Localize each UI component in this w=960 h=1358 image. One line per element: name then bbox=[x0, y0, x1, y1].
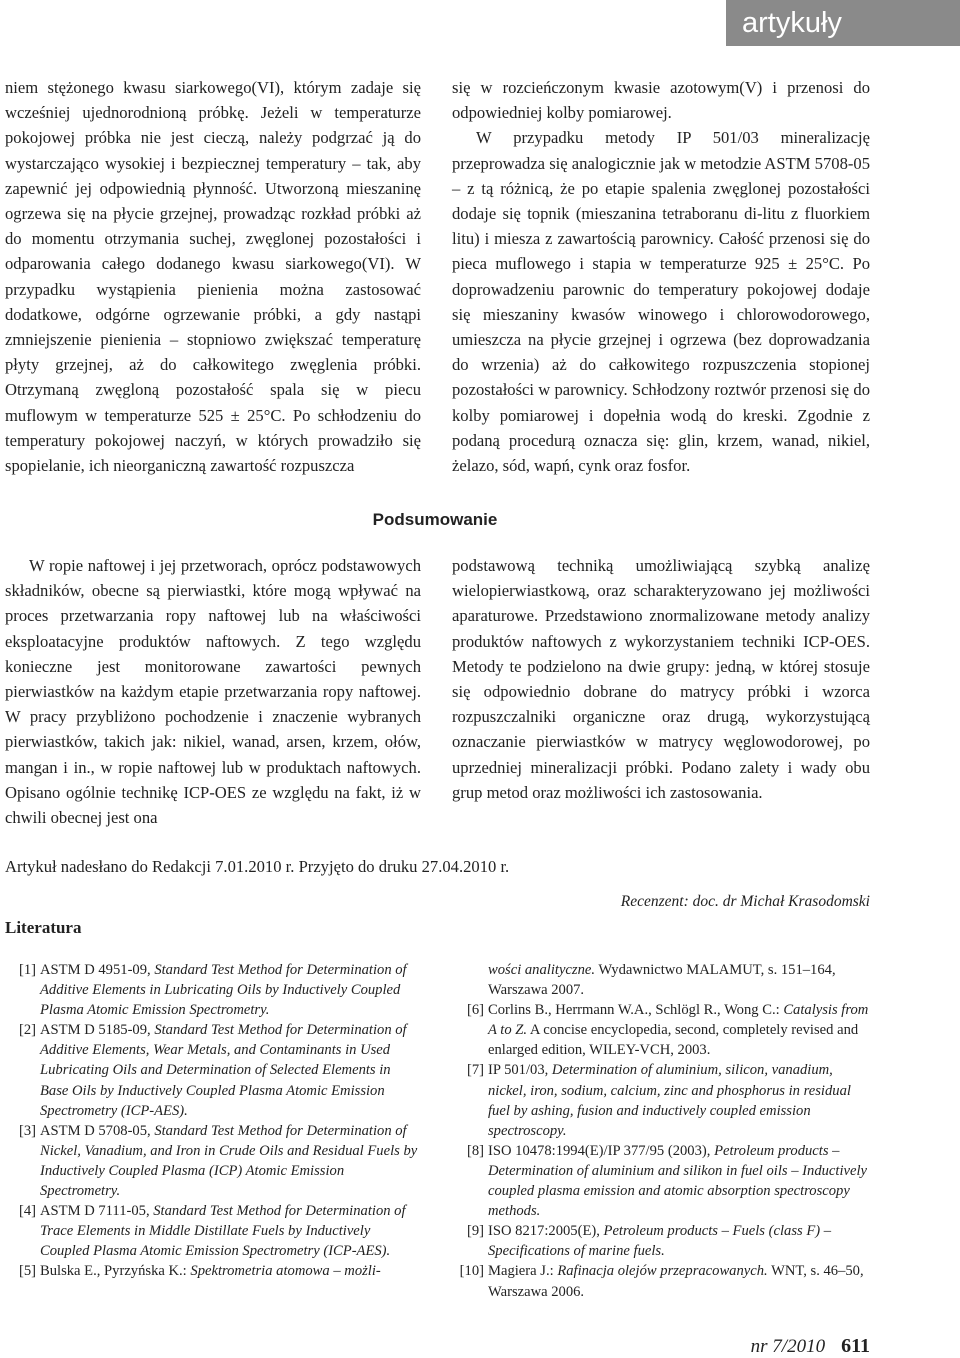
reference-italic: Standard Test Method for Determination of Trace Elements in Middle Distillate Fuels by Inductively Coupled Plasma Atomic Emission Spectrometry (ICP-AES). bbox=[40, 1203, 406, 1260]
page-footer bbox=[751, 1335, 870, 1358]
summary-column-left bbox=[5, 553, 421, 830]
reference-item bbox=[452, 1221, 872, 1261]
issue-number: nr 7/2010 bbox=[750, 1336, 826, 1357]
reference-italic: Determination of aluminium, silicon, vanadium, nickel, iron, sodium, calcium, zinc and phosphorus in residual fuel by ashing, fusion and inductively coupled emission spectroscopy. bbox=[488, 1062, 851, 1139]
reference-item bbox=[4, 1261, 422, 1281]
reference-italic: Standard Test Method for Determination of Additive Elements in Lubricating Oils by Inductively Coupled Plasma Atomic Emission Spectrometry. bbox=[40, 962, 407, 1019]
body-column-right bbox=[452, 75, 870, 478]
reference-plain: WNT, s. 46–50, Warszawa 2006. bbox=[488, 1263, 864, 1300]
reference-plain: ASTM D 4951-09, bbox=[40, 962, 155, 978]
reference-number: [3] bbox=[18, 1122, 36, 1139]
page-number: 611 bbox=[841, 1335, 870, 1357]
body-column-left bbox=[5, 75, 421, 478]
reference-item bbox=[4, 1121, 422, 1201]
reference-text bbox=[488, 1002, 868, 1058]
reference-number: [6] bbox=[466, 1002, 484, 1019]
body-paragraph: się w rozcieńczonym kwasie azotowym(V) i przenosi do odpowiedniej kolby pomiarowej. bbox=[452, 78, 870, 123]
reference-plain: Bulska E., Pyrzyńska K.: bbox=[40, 1263, 191, 1280]
reference-continuation bbox=[452, 960, 872, 1000]
reference-number: [4] bbox=[18, 1203, 36, 1220]
reference-italic: Rafinacja olejów przepracowanych. bbox=[557, 1263, 768, 1280]
reviewer-note: Recenzent: doc. dr Michał Krasodomski bbox=[620, 893, 870, 910]
summary-paragraph: W ropie naftowej i jej przetworach, oprócz podstawowych składników, obecne są pierwiastki, które mogą wpływać na proces przetwarzania ropy naftowej lub na właściwości eksploatacyjne produktów naftowych. Z tego względu konieczne jest monitorowane zawartości pewnych pierwiastków na każdym etapie przetwarzania ropy naftowej. W pracy przybliżono pochodzenie i znaczenie wybranych pierwiastków, takich jak: nikiel, wanad, arsen, krzem, ołów, mangan i in., w ropie naftowej lub w produktach naftowych. Opisano ogólnie technikę ICP-OES ze względu na fakt, iż w chwili obecnej jest ona bbox=[5, 556, 421, 828]
reference-text bbox=[488, 1223, 831, 1259]
reference-plain: Corlins B., Herrmann W.A., Schlögl R., Wong C.: bbox=[488, 1002, 784, 1019]
summary-column-right bbox=[452, 553, 870, 805]
reference-item bbox=[452, 1141, 872, 1221]
reference-plain: ISO 10478:1994(E)/IP 377/95 (2003), bbox=[488, 1142, 715, 1159]
reference-item bbox=[4, 1201, 422, 1261]
reference-italic: Standard Test Method for Determination of Nickel, Vanadium, and Iron in Crude Oils and Residual Fuels by Inductively Coupled Plasma (ICP) Atomic Emission Spectrometry. bbox=[40, 1122, 418, 1200]
submission-note: Artykuł nadesłano do Redakcji 7.01.2010 r. Przyjęto do druku 27.04.2010 r. bbox=[5, 857, 510, 876]
reference-italic: Petroleum products – Fuels (class F) – Specifications of marine fuels. bbox=[488, 1223, 832, 1260]
reference-italic: Standard Test Method for Determination of Additive Elements, Wear Metals, and Contaminants in Used Lubricating Oils and Determination of Selected Elements in Base Oils by Inductively Coupled Plasma Atomic Emission Spectrometry (ICP-AES). bbox=[40, 1022, 407, 1119]
reference-item bbox=[452, 1000, 872, 1060]
reference-plain: ASTM D 5185-09, bbox=[40, 1022, 155, 1039]
reference-list-right bbox=[452, 960, 872, 1302]
reference-plain: ASTM D 5708-05, bbox=[40, 1122, 155, 1139]
reference-italic: wości analityczne. bbox=[488, 962, 596, 978]
reference-number: [1] bbox=[18, 962, 36, 978]
body-paragraph: niem stężonego kwasu siarkowego(VI), którym zadaje się wcześniej ujednorodnioną próbkę. Jeżeli w temperaturze pokojowej próbka nie jest cieczą, należy podgrzać ją do wystarczająco wysokiej i bezpiecznej temperatury – tak, aby zapewnić jej odpowiednią płynność. Utworzoną mieszaninę ogrzewa się na płycie grzejnej, prowadząc rozkład próbki aż do momentu otrzymania suchej, zwęglonej pozostałości i odparowania całego dodanego kwasu siarkowego(VI). W przypadku wystąpienia pienienia można zastosować dodatkowe, odgórne ogrzewanie próbki, a gdy nastąpi zmniejszenie pienienia – stopniowo zwiększać temperaturę płyty grzejnej, aż do całkowitego zwęglenia próbki. Otrzymaną zwęgloną pozostałość spala się w piecu muflowym w temperaturze 525 ± 25°C. Po schłodzeniu do temperatury pokojowej naczyń, w których prowadziło się spopielanie, ich nieorganiczną zawartość rozpuszcza bbox=[5, 78, 421, 476]
reference-list-left bbox=[4, 960, 422, 1282]
reference-text bbox=[488, 1143, 867, 1219]
reference-number: [7] bbox=[466, 1062, 484, 1079]
reference-plain: A concise encyclopedia, second, completely revised and enlarged edition, WILEY-VCH, 2003. bbox=[488, 1022, 859, 1059]
summary-paragraph: podstawową techniką umożliwiającą szybką analizę wielopierwiastkową, oraz scharakteryzowano jej możliwości aparaturowe. Przedstawiono znormalizowane metody analizy produktów naftowych z wykorzystaniem techniki ICP-OES. Metody te podzielono na dwie grupy: jedną, w której stosuje się odpowiednio dobrane do matrycy próbki i wzorca rozpuszczalniki organiczne oraz drugą, wykorzystującą oznaczanie pierwiastków w matrycy węglowodorowej, po uprzedniej mineralizacji próbki. Podano zalety i wady obu grup metod oraz możliwości ich zastosowania. bbox=[452, 556, 870, 802]
reference-text bbox=[488, 1263, 864, 1299]
reference-number: [5] bbox=[18, 1263, 36, 1280]
reference-number: [9] bbox=[466, 1223, 484, 1240]
reference-item bbox=[4, 960, 422, 1020]
section-tag: artykuły bbox=[726, 0, 960, 46]
reference-text bbox=[40, 1263, 381, 1279]
reference-plain: Wydawnictwo MALAMUT, s. 151–164, Warszawa 2007. bbox=[488, 962, 836, 999]
literature-heading: Literatura bbox=[5, 918, 82, 937]
reference-number: [10] bbox=[459, 1263, 484, 1280]
reference-plain: ISO 8217:2005(E), bbox=[488, 1223, 604, 1240]
reference-text bbox=[40, 1123, 417, 1199]
reference-text bbox=[488, 1062, 851, 1138]
reference-number: [2] bbox=[18, 1022, 36, 1039]
body-paragraph: W przypadku metody IP 501/03 mineralizację przeprowadza się analogicznie jak w metodzie ASTM 5708-05 – z tą różnicą, że po etapie spalenia zwęglonej pozostałości dodaje się topnik (mieszanina tetraboranu di-litu z fluorkiem litu) i miesza z zawartością parownicy. Całość przenosi się do pieca muflowego i stapia w temperaturze 925 ± 25°C. Po doprowadzeniu parownic do temperatury pokojowej dodaje się mieszaniny kwasów winowego i chlorowodorowego, umieszcza na płycie grzejnej i ogrzewa (bez doprowadzania do wrzenia) aż do całkowitego rozpuszczenia stopionej pozostałości w parownicy. Schłodzony roztwór przenosi się do kolby pomiarowej i dopełnia wodą do kreski. Zgodnie z podaną procedurą oznacza się: glin, krzem, wanad, nikiel, żelazo, sód, wapń, cynk oraz fosfor. bbox=[452, 128, 870, 476]
reference-text bbox=[40, 1203, 406, 1259]
reference-italic: Spektrometria atomowa – możli- bbox=[190, 1263, 381, 1280]
reference-item bbox=[4, 1020, 422, 1120]
reference-item bbox=[452, 1261, 872, 1301]
summary-heading: Podsumowanie bbox=[372, 510, 498, 529]
reference-plain: ASTM D 7111-05, bbox=[40, 1203, 154, 1220]
reference-plain: Magiera J.: bbox=[488, 1263, 558, 1280]
reference-text bbox=[40, 1022, 407, 1118]
reference-italic: Catalysis from A to Z. bbox=[488, 1002, 869, 1039]
reference-italic: Petroleum products – Determination of aluminium and silikon in fuel oils – Inductively coupled plasma emission and atomic absorption spectroscopy methods. bbox=[488, 1142, 867, 1220]
reference-item bbox=[452, 1060, 872, 1140]
reference-text bbox=[40, 962, 407, 1018]
reference-number: [8] bbox=[466, 1142, 484, 1159]
reference-plain: IP 501/03, bbox=[488, 1062, 552, 1079]
